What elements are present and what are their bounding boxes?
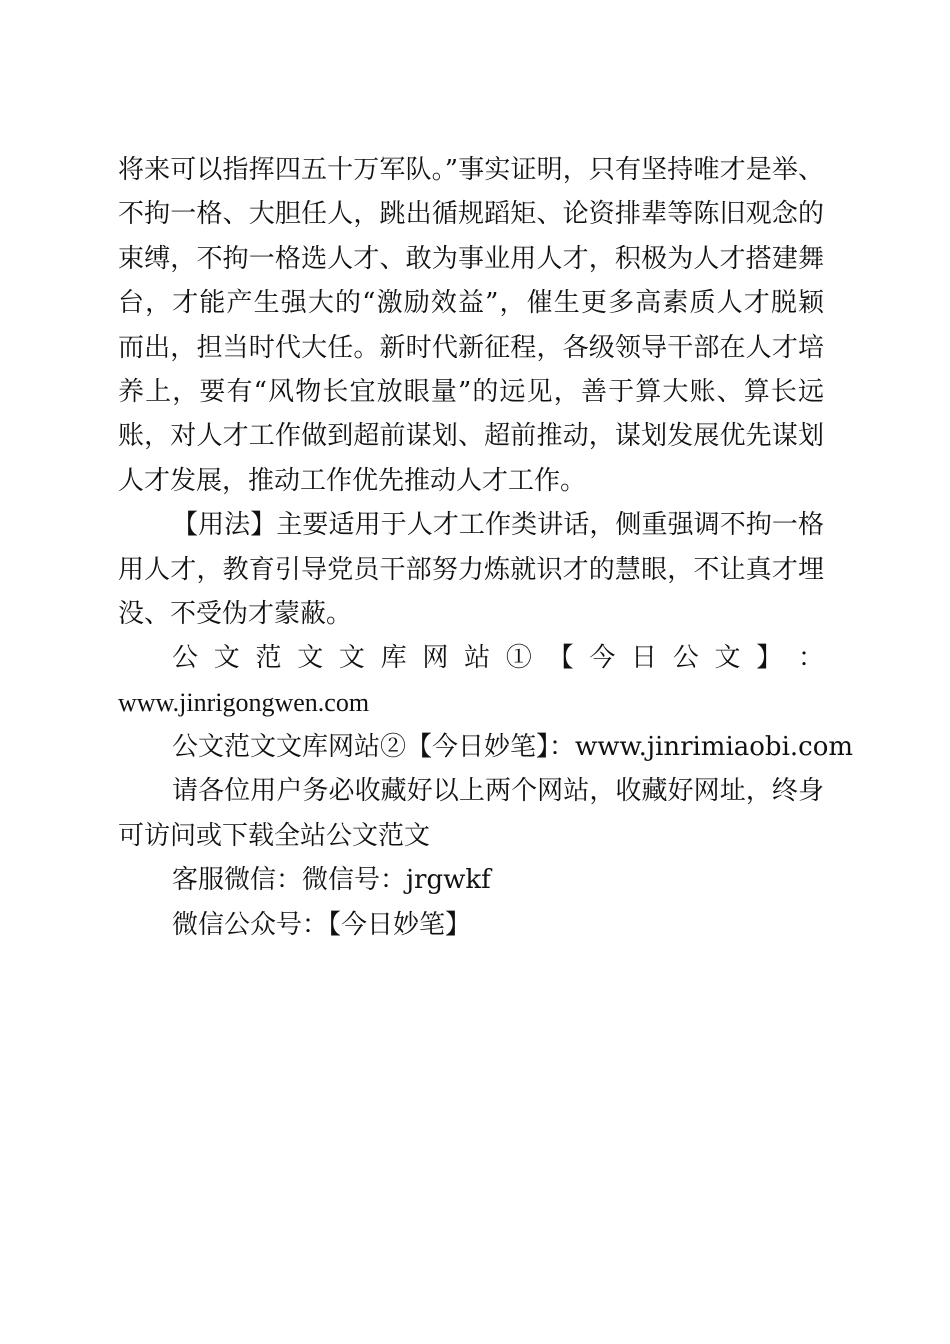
website-2[interactable]: 公文范文文库网站②【今日妙笔】：www.jinrimiaobi.com [172, 732, 854, 763]
text-line: 【用法】主要适用于人才工作类讲话，侧重强调不拘一格 [172, 510, 824, 541]
text-line: 人才发展，推动工作优先推动人才工作。 [118, 465, 587, 496]
text-line: 而出，担当时代大任。新时代新征程，各级领导干部在人才培 [118, 332, 824, 363]
text-line: 账，对人才工作做到超前谋划、超前推动，谋划发展优先谋划 [118, 421, 824, 452]
text-line: 台，才能产生强大的“激励效益”，催生更多高素质人才脱颖 [118, 288, 824, 319]
website-1 [118, 636, 824, 725]
customer-service-wechat: 客服微信：微信号：jrgwkf [172, 865, 491, 896]
text-line: 将来可以指挥四五十万军队。”事实证明，只有坚持唯才是举、 [118, 155, 824, 185]
website-1-label: 公 文 范 文 文 库 网 站 ① 【 今 日 公 文 】 ： [172, 643, 824, 674]
text-line: 请各位用户务必收藏好以上两个网站，收藏好网址，终身 [172, 776, 824, 807]
bookmark-notice [118, 769, 824, 858]
text-line: 用人才，教育引导党员干部努力炼就识才的慧眼，不让真才埋 [118, 554, 824, 585]
text-line: 不拘一格、大胆任人，跳出循规蹈矩、论资排辈等陈旧观念的 [118, 199, 824, 230]
text-line: 没、不受伪才蒙蔽。 [118, 598, 353, 629]
document-body [118, 148, 854, 947]
wechat-official-account: 微信公众号：【今日妙笔】 [172, 909, 472, 940]
text-line: 束缚，不拘一格选人才、敢为事业用人才，积极为人才搭建舞 [118, 243, 824, 274]
paragraph-usage [118, 503, 824, 636]
website-1-url[interactable]: www.jinrigongwen.com [118, 687, 370, 717]
text-line: 可访问或下载全站公文范文 [118, 820, 431, 851]
text-line: 养上，要有“风物长宜放眼量”的远见，善于算大账、算长远 [118, 376, 824, 407]
paragraph-talent-example [118, 148, 824, 503]
